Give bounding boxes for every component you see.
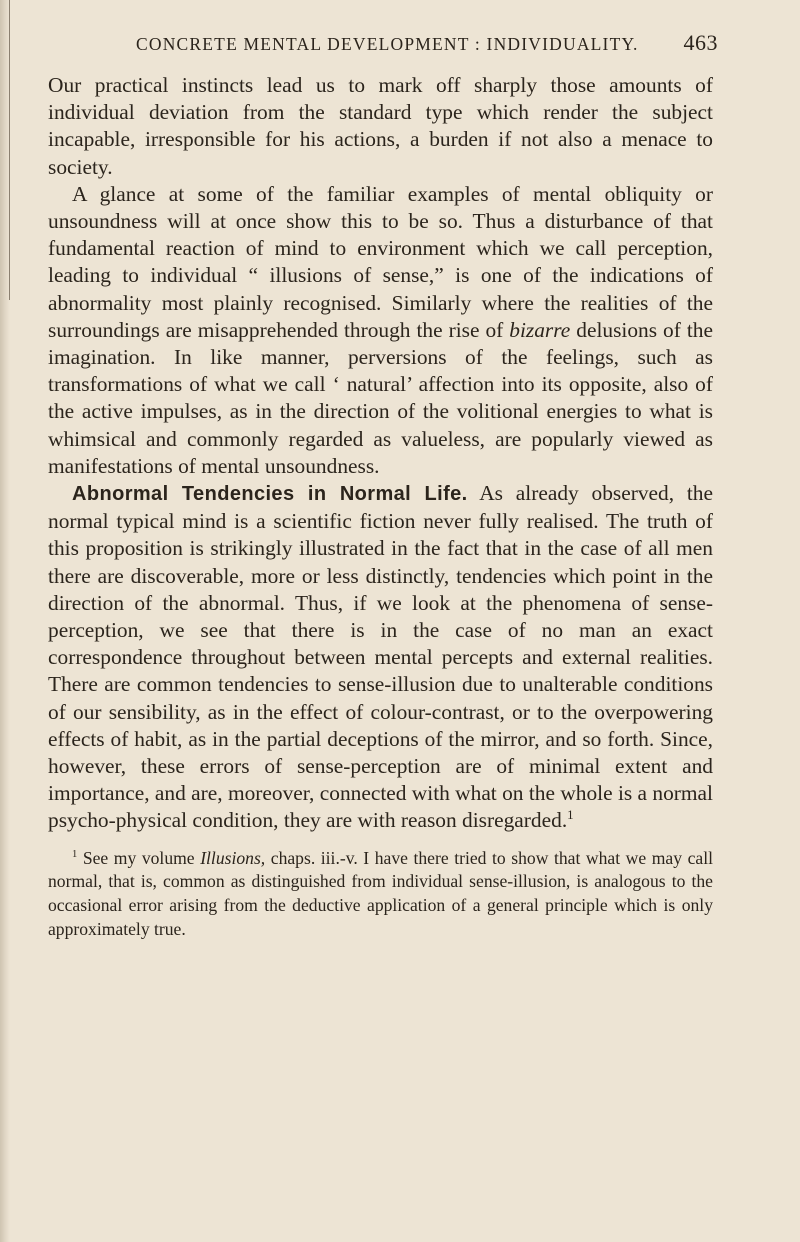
footnote-reference: 1 [567, 808, 574, 823]
footnote [48, 847, 713, 942]
footnote-text-b: chaps. iii.-v. I have there tried to show that what we may call normal, that is, common as distinguished from individual sense-illusion, is analogous to the occasional error arising from the deductive application of a general principle which is only approximately true. [48, 847, 713, 940]
paragraph-3-text: As already observed, the normal typical mind is a scientific fiction never fully realised. The truth of this proposition is strikingly illustrated in the fact that in the case of all men there are discoverable, more or less distinctly, tendencies which point in the direction of the abnormal. Thus, if we look at the phenomena of sense-perception, we see that there is in the case of no man an exact correspondence throughout between mental percepts and external realities. There are common tendencies to sense-illusion due to unalterable conditions of our sensibility, as in the effect of colour-contrast, or to the overpowering effects of habit, as in the partial deceptions of the mirror, and so forth. Since, however, these errors of sense-perception are of minimal extent and importance, and are, moreover, connected with what on the whole is a normal psycho-physical condition, they are with reason disregarded. [48, 481, 713, 833]
paragraph-2-text-a: A glance at some of the familiar examples of mental obliquity or unsoundness will at once show this to be so. Thus a disturbance of that fundamental reaction of mind to environment which we call perception, leading to individual “ illusions of sense,” is one of the indications of abnormality most plainly recognised. Similarly where the realities of the surroundings are misapprehended through the rise of [48, 181, 713, 342]
footnote-italic-title: Illusions, [200, 847, 266, 868]
book-page [48, 22, 718, 942]
page-binding-line [9, 0, 10, 300]
paragraph-1 [48, 72, 713, 181]
footnote-text-a: See my volume [77, 847, 201, 868]
paragraph-3 [48, 480, 713, 835]
running-head [48, 22, 718, 62]
paragraph-1-text: Our practical instincts lead us to mark off sharply those amounts of individual deviation from the standard type which render the subject incapable, irresponsible for his actions, a burden if not also a menace to society. [48, 73, 713, 179]
body-text [48, 72, 713, 835]
running-title: CONCRETE MENTAL DEVELOPMENT : INDIVIDUALITY. [136, 34, 639, 54]
paragraph-2-italic: bizarre [509, 317, 571, 342]
paragraph-2 [48, 181, 713, 480]
page-number: 463 [683, 30, 718, 55]
section-sidehead: Abnormal Tendencies in Normal Life. [72, 483, 468, 506]
paragraph-2-text-b: delusions of the imagination. In like manner, perversions of the feelings, such as transformations of what we call ‘ natural’ affection into its opposite, also of the active impulses, as in the direction of the volitional energies to what is whimsical and commonly regarded as valueless, are popularly viewed as manifestations of mental unsoundness. [48, 317, 713, 478]
footnote-marker: 1 [72, 848, 78, 860]
